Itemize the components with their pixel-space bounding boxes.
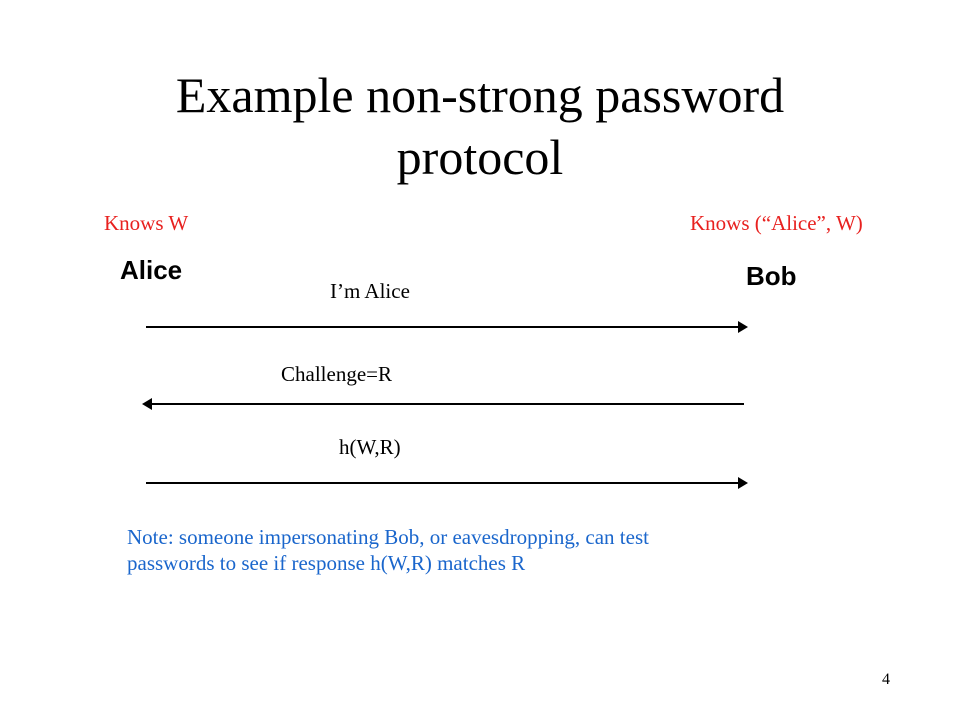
security-note-line-2: passwords to see if response h(W,R) matches R (127, 551, 526, 575)
message-2-arrow-shaft (144, 403, 744, 405)
slide-title (0, 64, 960, 188)
arrowhead-right-icon (738, 321, 748, 333)
message-3-arrow (146, 477, 746, 489)
message-3-label: h(W,R) (339, 435, 401, 459)
message-1-arrow-shaft (146, 326, 746, 328)
slide-title-line-2: protocol (396, 129, 564, 185)
page-number: 4 (882, 671, 890, 688)
security-note-line-1: Note: someone impersonating Bob, or eavesdropping, can test (127, 525, 649, 549)
arrowhead-right-icon (738, 477, 748, 489)
message-2-label: Challenge=R (281, 362, 392, 386)
security-note (127, 524, 767, 576)
arrowhead-left-icon (142, 398, 152, 410)
slide-title-line-1: Example non-strong password (175, 67, 785, 123)
bob-knowledge: Knows (“Alice”, W) (690, 211, 863, 235)
message-2-arrow (144, 398, 744, 410)
alice-knowledge: Knows W (104, 211, 189, 235)
message-1-label: I’m Alice (330, 279, 410, 303)
message-3-arrow-shaft (146, 482, 746, 484)
alice-label: Alice (120, 255, 183, 285)
bob-label: Bob (746, 261, 797, 291)
message-1-arrow (146, 321, 746, 333)
